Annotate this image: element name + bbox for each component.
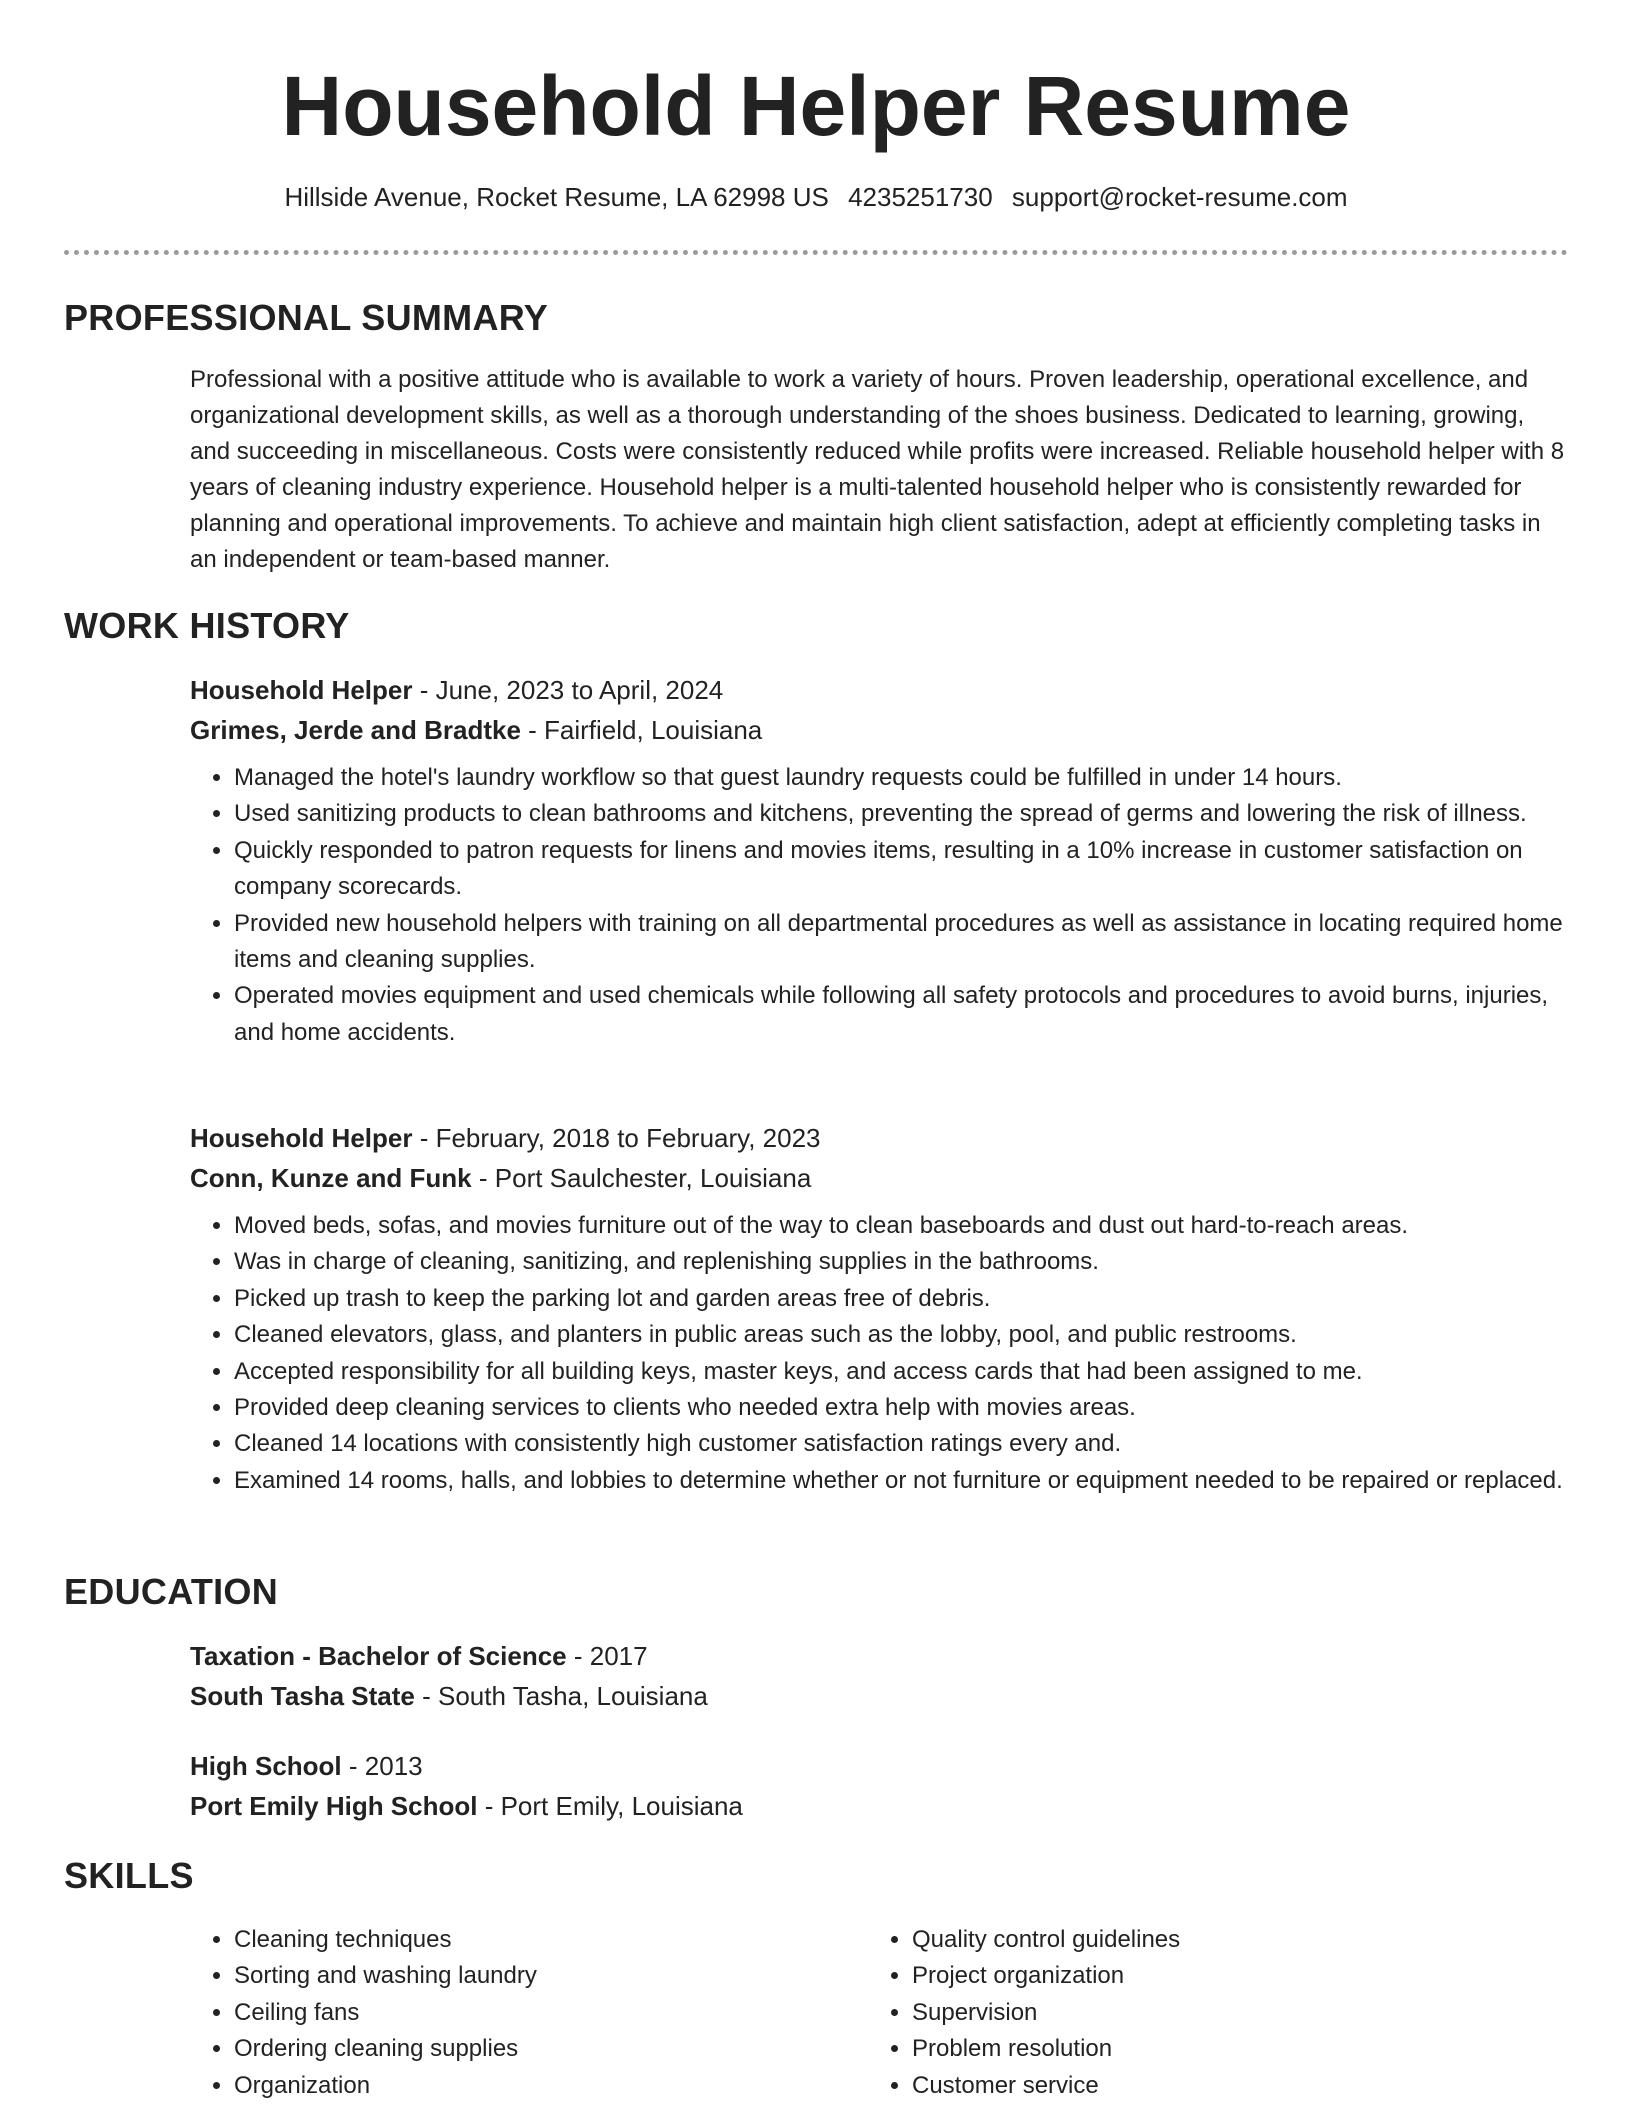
job-entry xyxy=(190,670,1568,1051)
education-year: - 2017 xyxy=(566,1641,648,1671)
job-bullets xyxy=(190,1208,1568,1499)
education-entry xyxy=(190,1636,1568,1716)
job-dates: - June, 2023 to April, 2024 xyxy=(412,675,724,705)
job-bullet: • Provided new household helpers with training on all departmental procedures as well as assistance in locating required home items and cleaning supplies. xyxy=(234,906,1568,979)
skills-list xyxy=(190,1922,830,2104)
job-bullet: • Cleaned elevators, glass, and planters in public areas such as the lobby, pool, and public restrooms. xyxy=(234,1317,1568,1353)
education-degree-line xyxy=(190,1636,1568,1676)
job-dates: - February, 2018 to February, 2023 xyxy=(412,1123,821,1153)
job-bullet: • Managed the hotel's laundry workflow so that guest laundry requests could be fulfilled in under 14 hours. xyxy=(234,760,1568,796)
header-divider xyxy=(64,250,1568,255)
education-year: - 2013 xyxy=(341,1751,423,1781)
job-company-line xyxy=(190,1158,1568,1198)
skill-item: • Ordering cleaning supplies xyxy=(234,2031,830,2067)
skill-item: • Sorting and washing laundry xyxy=(234,1958,830,1994)
job-role: Household Helper xyxy=(190,675,413,705)
job-bullet: • Quickly responded to patron requests for linens and movies items, resulting in a 10% increase in customer satisfaction on company scorecards. xyxy=(234,833,1568,906)
education-school-line xyxy=(190,1676,1568,1716)
education-entry xyxy=(190,1746,1568,1826)
job-bullets xyxy=(190,760,1568,1051)
education-school-line xyxy=(190,1786,1568,1826)
job-location: - Fairfield, Louisiana xyxy=(520,715,763,745)
job-location: - Port Saulchester, Louisiana xyxy=(471,1163,812,1193)
education-degree-line xyxy=(190,1746,1568,1786)
resume-title: Household Helper Resume xyxy=(281,59,1351,153)
skills-list xyxy=(868,1922,1508,2104)
job-bullet: • Operated movies equipment and used chemicals while following all safety protocols and procedures to avoid burns, injuries, and home accidents. xyxy=(234,978,1568,1051)
job-bullet: • Cleaned 14 locations with consistently high customer satisfaction ratings every and. xyxy=(234,1426,1568,1462)
job-role: Household Helper xyxy=(190,1123,413,1153)
job-company: Grimes, Jerde and Bradtke xyxy=(190,715,521,745)
skills-column-right xyxy=(868,1922,1508,2104)
section-title-summary: PROFESSIONAL SUMMARY xyxy=(64,297,549,338)
skills-column-left xyxy=(190,1922,830,2104)
skill-item: • Problem resolution xyxy=(912,2031,1508,2067)
skill-item: • Customer service xyxy=(912,2068,1508,2104)
summary-text: Professional with a positive attitude who is available to work a variety of hours. Proven leadership, operational excellence, and organizational development skills, as well as a thorough understanding of the shoes business. Dedicated to learning, growing, and succeeding in miscellaneous. Costs were consistently reduced while profits were increased. Reliable household helper with 8 years of cleaning industry experience. Household helper is a multi-talented household helper who is consistently rewarded for planning and operational improvements. To achieve and maintain high client satisfaction, adept at efficiently completing tasks in an independent or team-based manner. xyxy=(190,366,1565,573)
education-location: - Port Emily, Louisiana xyxy=(477,1791,743,1821)
education-degree: Taxation - Bachelor of Science xyxy=(190,1641,567,1671)
contact-line xyxy=(0,182,1632,213)
job-bullet: • Was in charge of cleaning, sanitizing, and replenishing supplies in the bathrooms. xyxy=(234,1244,1568,1280)
section-title-skills: SKILLS xyxy=(64,1855,194,1896)
section-title-education: EDUCATION xyxy=(64,1571,279,1612)
resume-header xyxy=(0,0,1632,213)
job-bullet: • Moved beds, sofas, and movies furniture out of the way to clean baseboards and dust out hard-to-reach areas. xyxy=(234,1208,1568,1244)
skill-item: • Cleaning techniques xyxy=(234,1922,830,1958)
skill-item: • Project organization xyxy=(912,1958,1508,1994)
section-title-work: WORK HISTORY xyxy=(64,605,350,646)
education-degree: High School xyxy=(190,1751,342,1781)
job-bullet: • Examined 14 rooms, halls, and lobbies to determine whether or not furniture or equipment needed to be repaired or replaced. xyxy=(234,1463,1568,1499)
education-school: Port Emily High School xyxy=(190,1791,478,1821)
contact-address: Hillside Avenue, Rocket Resume, LA 62998 US xyxy=(284,182,829,212)
skill-item: • Quality control guidelines xyxy=(912,1922,1508,1958)
job-bullet: • Used sanitizing products to clean bathrooms and kitchens, preventing the spread of germs and lowering the risk of illness. xyxy=(234,796,1568,832)
education-school: South Tasha State xyxy=(190,1681,415,1711)
job-bullet: • Picked up trash to keep the parking lot and garden areas free of debris. xyxy=(234,1281,1568,1317)
job-bullet: • Provided deep cleaning services to clients who needed extra help with movies areas. xyxy=(234,1390,1568,1426)
education-location: - South Tasha, Louisiana xyxy=(414,1681,708,1711)
job-title-line xyxy=(190,670,1568,710)
job-entry xyxy=(190,1118,1568,1499)
job-company-line xyxy=(190,710,1568,750)
job-company: Conn, Kunze and Funk xyxy=(190,1163,472,1193)
job-title-line xyxy=(190,1118,1568,1158)
contact-email: support@rocket-resume.com xyxy=(1011,182,1348,212)
job-bullet: • Accepted responsibility for all building keys, master keys, and access cards that had been assigned to me. xyxy=(234,1354,1568,1390)
contact-phone: 4235251730 xyxy=(848,182,993,212)
summary-block xyxy=(190,362,1568,578)
skill-item: • Supervision xyxy=(912,1995,1508,2031)
skill-item: • Ceiling fans xyxy=(234,1995,830,2031)
skill-item: • Organization xyxy=(234,2068,830,2104)
